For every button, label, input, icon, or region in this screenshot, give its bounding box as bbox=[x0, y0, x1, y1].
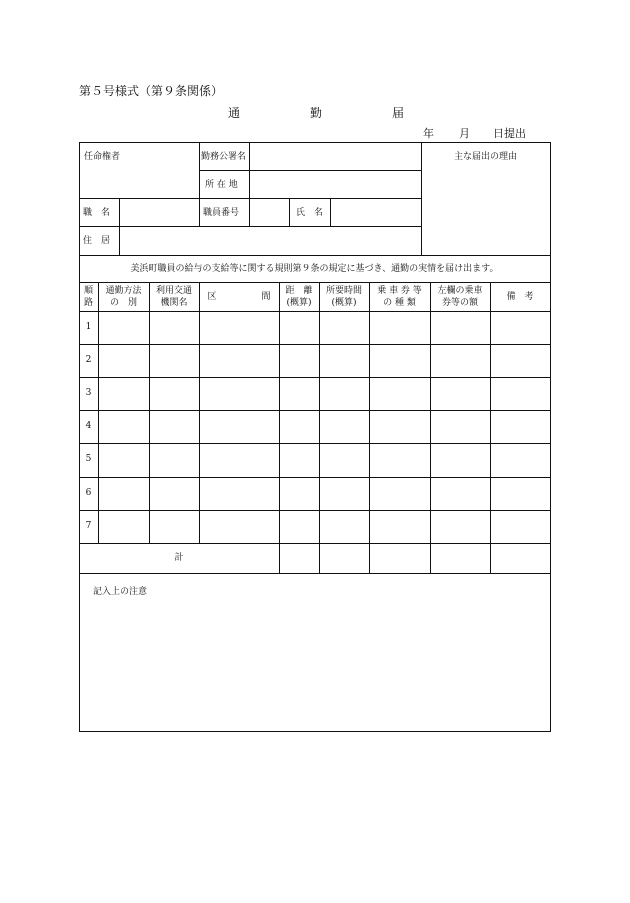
form-title bbox=[228, 104, 408, 120]
row-number-4: 4 bbox=[85, 421, 92, 431]
column-header-distance: 距 離 (概算) bbox=[285, 286, 313, 308]
column-header-ticket-type: 乗 車 券 等 の 種 類 bbox=[377, 286, 422, 308]
main-reason-label: 主な届出の理由 bbox=[453, 152, 517, 162]
office-name-label: 勤務公署名 bbox=[201, 152, 247, 162]
title-char-3: 届 bbox=[392, 106, 405, 120]
column-header-section: 区 間 bbox=[207, 292, 271, 302]
position-label: 職 名 bbox=[83, 208, 111, 218]
column-header-transport-name: 利用交通 機関名 bbox=[155, 286, 192, 308]
title-char-2: 勤 bbox=[310, 106, 323, 120]
name-label: 氏 名 bbox=[296, 208, 324, 218]
title-char-1: 通 bbox=[228, 106, 241, 120]
column-header-route: 順 路 bbox=[83, 286, 93, 308]
submission-date-line bbox=[420, 125, 550, 141]
column-header-commute-method: 通勤方法 の 別 bbox=[105, 286, 142, 308]
row-number-1: 1 bbox=[85, 322, 92, 332]
column-header-ticket-amount: 左欄の乗車 券等の額 bbox=[437, 286, 483, 308]
location-label: 所 在 地 bbox=[205, 180, 238, 190]
notes-label: 記入上の注意 bbox=[93, 587, 148, 597]
row-number-5: 5 bbox=[85, 454, 92, 464]
row-number-3: 3 bbox=[85, 388, 92, 398]
form-number: 第５号様式（第９条関係） bbox=[79, 84, 224, 98]
column-header-travel-time: 所要時間 (概算) bbox=[325, 286, 362, 308]
date-year-label: 年 bbox=[423, 127, 434, 140]
row-number-6: 6 bbox=[85, 488, 92, 498]
date-month-label: 月 bbox=[459, 127, 470, 140]
row-number-7: 7 bbox=[85, 521, 92, 531]
staff-number-label: 職員番号 bbox=[203, 208, 240, 218]
column-header-remarks: 備 考 bbox=[506, 292, 534, 302]
declaration-text: 美浜町職員の給与の支給等に関する規則第９条の規定に基づき、通勤の実情を届け出ます。 bbox=[130, 264, 499, 274]
row-number-2: 2 bbox=[85, 355, 92, 365]
total-label: 計 bbox=[174, 553, 184, 563]
date-day-submit-label: 日提出 bbox=[493, 127, 526, 140]
address-label: 住 居 bbox=[83, 236, 111, 246]
appointer-label: 任命権者 bbox=[84, 152, 121, 162]
